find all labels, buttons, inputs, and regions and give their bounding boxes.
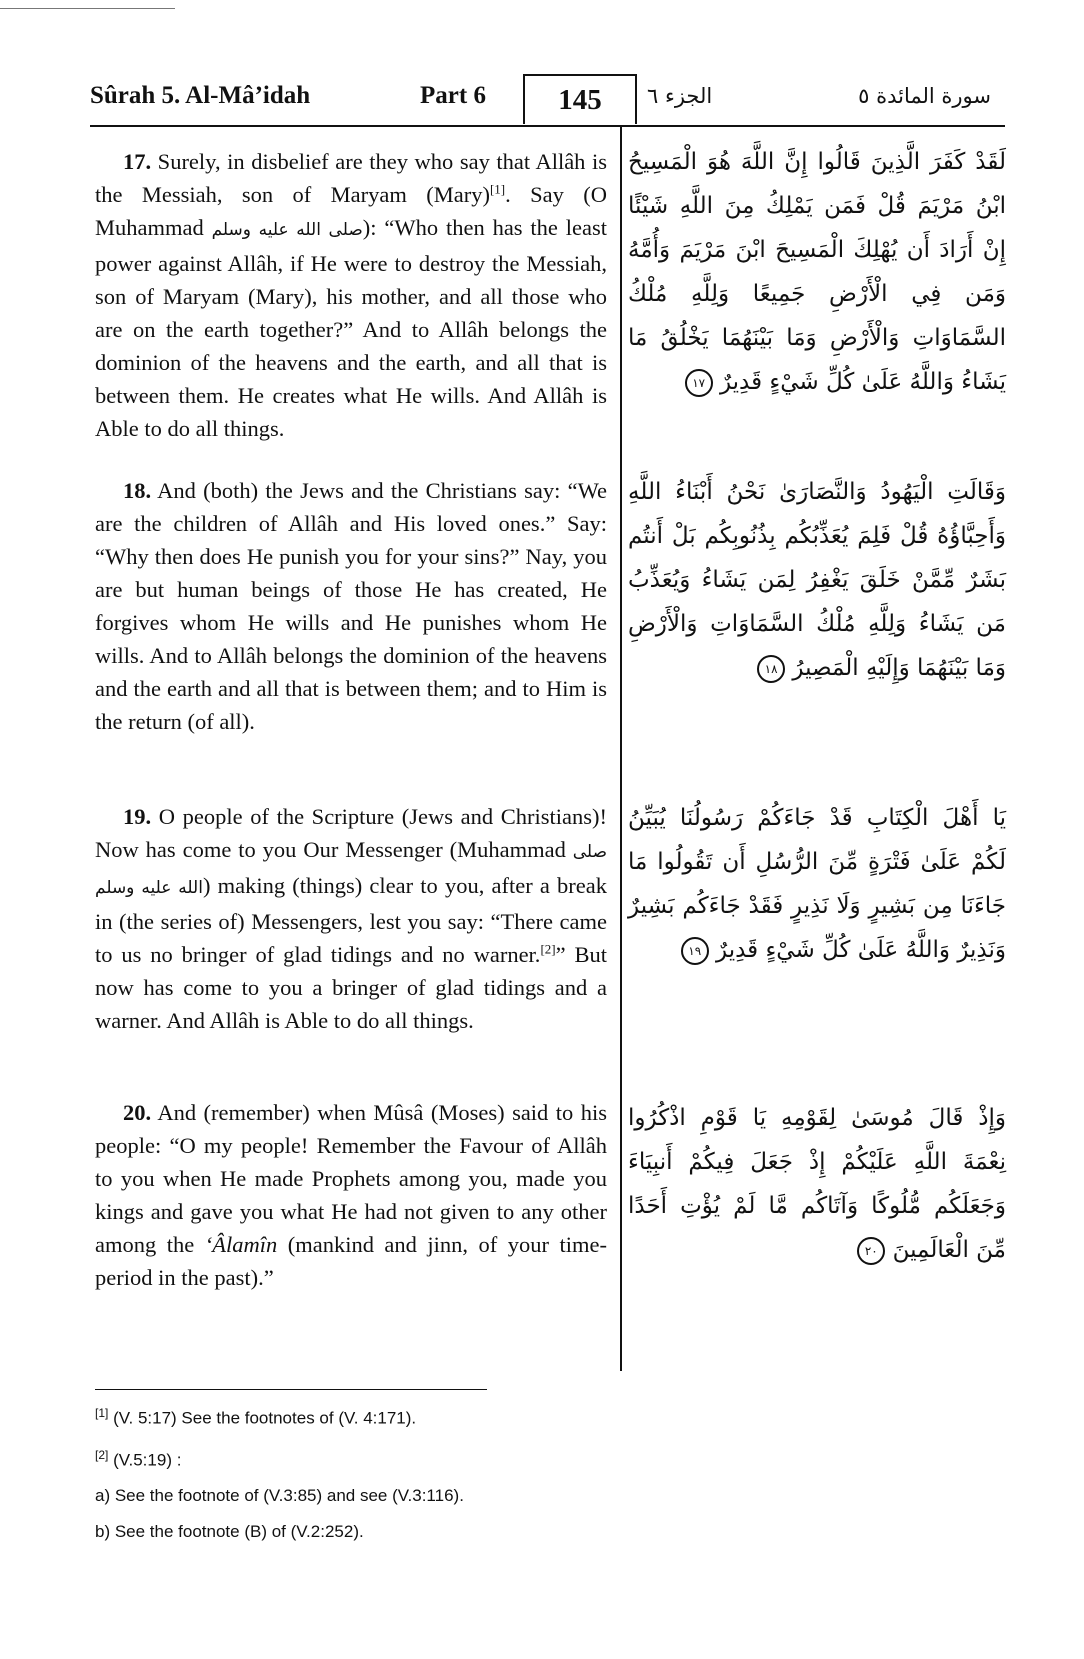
italic-term: ‘Âlamîn — [204, 1232, 278, 1257]
verse-end-marker: ١٨ — [757, 655, 785, 683]
footnote-marker: [1] — [489, 181, 506, 197]
footnote-2a — [95, 1485, 615, 1507]
verse-text: And (remember) when Mûsâ (Moses) said to his people: “O my people! Remember the Favour of Allâh to you when He made Prophets among you, made you kings and gave you what He had not given to any other among the — [95, 1100, 607, 1257]
footnote-2 — [95, 1444, 615, 1472]
verse-number: 17. — [123, 149, 152, 174]
verse-text: ” But now has come to you a bringer of glad tidings and a warner. And Allâh is Able to do all things. — [95, 942, 607, 1033]
footnote-marker: [2] — [540, 941, 556, 957]
arabic-text: وَقَالَتِ الْيَهُودُ وَالنَّصَارَىٰ نَحْنُ أَبْنَاءُ اللَّهِ وَأَحِبَّاؤُهُ قُلْ فَلِمَ يُعَذِّبُكُم بِذُنُوبِكُم بَلْ أَنتُم بَشَرٌ مِّمَّنْ خَلَقَ يَغْفِرُ لِمَن يَشَاءُ وَيُعَذِّبُ مَن يَشَاءُ وَلِلَّهِ مُلْكُ السَّمَاوَاتِ وَالْأَرْضِ وَمَا بَيْنَهُمَا وَإِلَيْهِ الْمَصِيرُ — [628, 479, 1006, 681]
arabic-text: يَا أَهْلَ الْكِتَابِ قَدْ جَاءَكُمْ رَسُولُنَا يُبَيِّنُ لَكُمْ عَلَىٰ فَتْرَةٍ مِّنَ الرُّسُلِ أَن تَقُولُوا مَا جَاءَنَا مِن بَشِيرٍ وَلَا نَذِيرٍ فَقَدْ جَاءَكُم بَشِيرٌ وَنَذِيرٌ وَاللَّهُ عَلَىٰ كُلِّ شَيْءٍ قَدِيرٌ — [628, 805, 1006, 963]
arabic-text: لَقَدْ كَفَرَ الَّذِينَ قَالُوا إِنَّ اللَّهَ هُوَ الْمَسِيحُ ابْنُ مَرْيَمَ قُلْ فَمَن يَمْلِكُ مِنَ اللَّهِ شَيْئًا إِنْ أَرَادَ أَن يُهْلِكَ الْمَسِيحَ ابْنَ مَرْيَمَ وَأُمَّهُ وَمَن فِي الْأَرْضِ جَمِيعًا وَلِلَّهِ مُلْكُ السَّمَاوَاتِ وَالْأَرْضِ وَمَا بَيْنَهُمَا يَخْلُقُ مَا يَشَاءُ وَاللَّهُ عَلَىٰ كُلِّ شَيْءٍ قَدِيرٌ — [628, 149, 1006, 395]
verse-text: (mankind and jinn, of your time-period in the past).” — [95, 1232, 607, 1290]
part-label: Part 6 — [420, 82, 486, 109]
salla-honorific: صلى الله عليه وسلم — [211, 220, 363, 240]
top-edge-rule — [0, 8, 175, 9]
footnote-text: (V.5:19) : — [108, 1450, 182, 1470]
verse-17-english — [95, 145, 607, 445]
page-header — [90, 74, 1005, 126]
verse-17-arabic — [628, 140, 1006, 404]
page-number: 145 — [523, 74, 637, 124]
footnote-1 — [95, 1402, 615, 1430]
verse-19-english — [95, 800, 607, 1037]
verse-end-marker: ٢٠ — [857, 1237, 885, 1265]
verse-text: And (both) the Jews and the Christians say: “We are the children of Allâh and His loved ones.” Say: “Why then does He punish you for your sins?” Nay, you are but human beings of those He has created, He forgives whom He wills and He punishes whom He wills. And to Allâh belongs the dominion of the heavens and the earth and all that is between them; and to Him is the return (of all). — [95, 478, 607, 734]
verse-text: O people of the Scripture (Jews and Christians)! Now has come to you Our Messenger (Muhammad — [95, 804, 607, 862]
salla-honorific: صلى الله عليه وسلم — [95, 842, 607, 898]
arabic-surah-title: سورة المائدة ٥ — [858, 84, 991, 108]
header-divider — [90, 125, 1005, 127]
verse-number: 18. — [123, 478, 152, 503]
footnote-text: (V. 5:17) See the footnotes of (V. 4:171). — [108, 1408, 417, 1428]
verse-text: ) making (things) clear to you, after a break in (the series of) Messengers, lest you say: “There came to us no bringer of glad tidings and no warner. — [95, 873, 607, 967]
footnote-marker: [2] — [95, 1447, 109, 1462]
verse-number: 20. — [123, 1100, 152, 1125]
verse-text: ): “Who then has the least power against Allâh, if He were to destroy the Messiah, son of Maryam (Mary), his mother, and all those who are on the earth together?” And to Allâh belongs the dominion of the heavens and the earth, and all that is between them. He creates what He wills. And Allâh is Able to do all things. — [95, 215, 608, 441]
column-divider — [620, 126, 622, 1371]
verse-18-arabic — [628, 470, 1006, 690]
footnote-divider — [95, 1389, 487, 1390]
footnote-2b — [95, 1521, 615, 1543]
verse-text: . Say (O Muhammad — [95, 182, 607, 240]
footnote-marker: [1] — [95, 1406, 109, 1420]
verse-end-marker: ١٩ — [681, 937, 709, 965]
verse-20-arabic — [628, 1096, 1006, 1272]
surah-title: Sûrah 5. Al-Mâ’idah — [90, 82, 311, 109]
verse-text: Surely, in disbelief are they who say that Allâh is the Messiah, son of Maryam (Mary) — [95, 149, 607, 207]
footnote-text: b) See the footnote (B) of (V.2:252). — [95, 1522, 364, 1542]
verse-20-english — [95, 1096, 607, 1294]
verse-19-arabic — [628, 796, 1006, 972]
footnote-text: a) See the footnote of (V.3:85) and see (V.3:116). — [95, 1486, 464, 1506]
verse-end-marker: ١٧ — [685, 369, 713, 397]
arabic-text: وَإِذْ قَالَ مُوسَىٰ لِقَوْمِهِ يَا قَوْمِ اذْكُرُوا نِعْمَةَ اللَّهِ عَلَيْكُمْ إِذْ جَعَلَ فِيكُمْ أَنبِيَاءَ وَجَعَلَكُم مُّلُوكًا وَآتَاكُم مَّا لَمْ يُؤْتِ أَحَدًا مِّنَ الْعَالَمِينَ — [628, 1105, 1006, 1263]
arabic-part-label: الجزء ٦ — [647, 84, 713, 108]
footnotes — [95, 1402, 615, 1557]
verse-number: 19. — [123, 804, 152, 829]
verse-18-english — [95, 474, 607, 738]
